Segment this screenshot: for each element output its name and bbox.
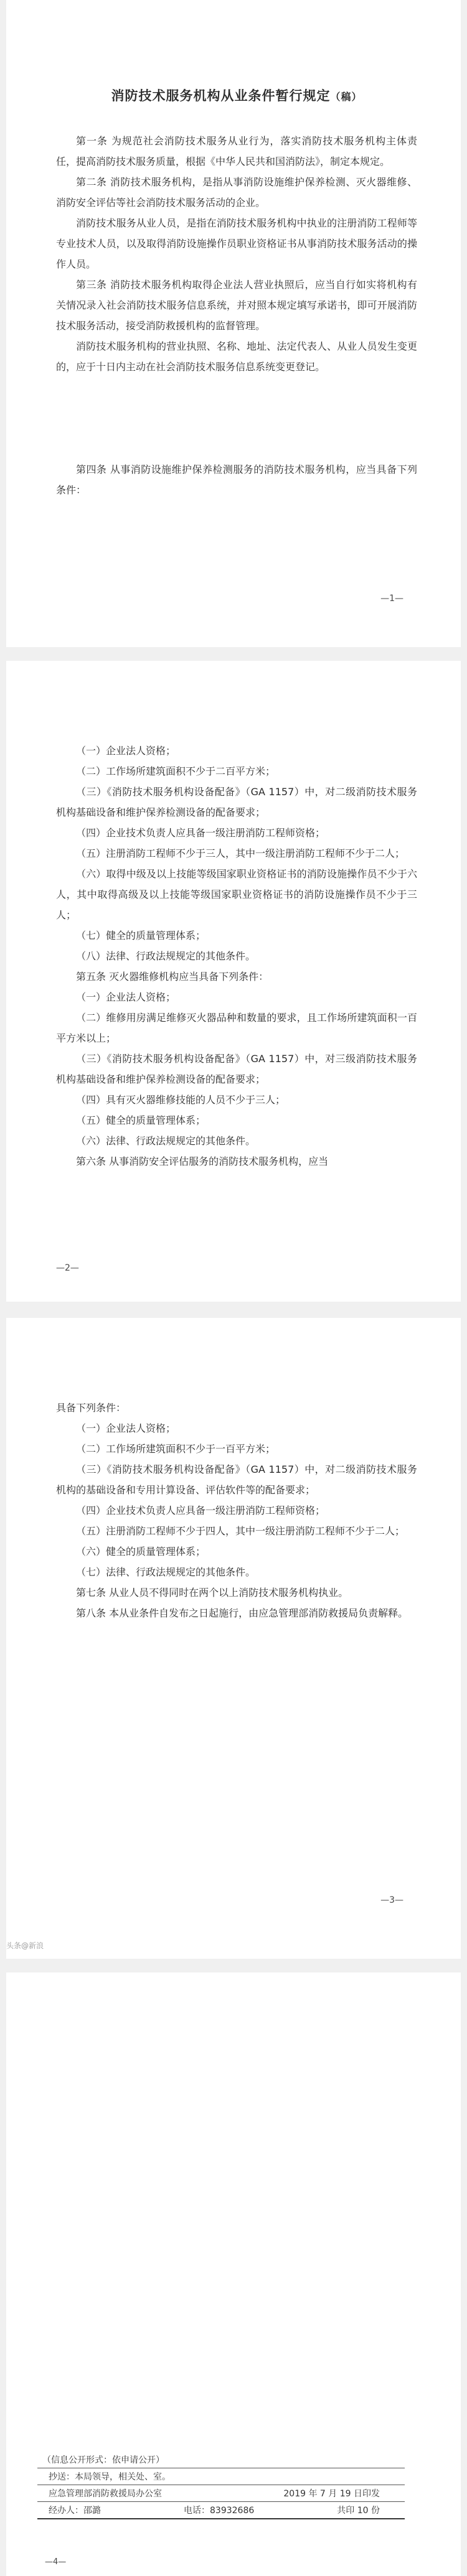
watermark: 头条@新浪 [6, 1941, 44, 1950]
page-number: —2— [56, 1263, 79, 1273]
paragraph: 第一条 为规范社会消防技术服务从业行为，落实消防技术服务机构主体责任，提高消防技术服务质量，根据《中华人民共和国消防法》，制定本规定。 [56, 135, 417, 167]
list-item: （四）企业技术负责人应具备一级注册消防工程师资格； [76, 1505, 326, 1516]
phone-text: 电话：83932686 [184, 2506, 255, 2516]
cc-row [37, 2468, 405, 2485]
list-item: （五）注册消防工程师不少于四人，其中一级注册消防工程师不少于二人； [76, 1525, 405, 1537]
list-item: （五）健全的质量管理体系； [76, 1114, 206, 1126]
paragraph: 第七条 从业人员不得同时在两个以上消防技术服务机构执业。 [76, 1587, 349, 1598]
list-item: （五）注册消防工程师不少于三人，其中一级注册消防工程师不少于二人； [76, 847, 405, 859]
list-item: （二）工作场所建筑面积不少于二百平方米； [76, 765, 276, 777]
list-item: （六）健全的质量管理体系； [76, 1546, 206, 1557]
list-item: （一）企业法人资格； [76, 1422, 176, 1434]
issuer-text: 应急管理部消防救援局办公室 [49, 2489, 162, 2499]
document-page-1 [6, 0, 461, 647]
paragraph: 第三条 消防技术服务机构取得企业法人营业执照后，应当自行如实将机构有关情况录入社会消防技术服务信息系统，并对照本规定填写承诺书，即可开展消防技术服务活动，接受消防救援机构的监督管理。 [56, 279, 417, 332]
paragraph: 消防技术服务从业人员，是指在消防技术服务机构中执业的注册消防工程师等专业技术人员，以及取得消防设施操作员职业资格证书从事消防技术服务活动的操作人员。 [56, 217, 417, 270]
list-item: （七）健全的质量管理体系； [76, 930, 206, 941]
list-item: （三）《消防技术服务机构设备配备》（GA 1157）中，对三级消防技术服务机构基础设备和维护保养检测设备的配备要求； [56, 1053, 417, 1085]
paragraph: 第八条 本从业条件自发布之日起施行，由应急管理部消防救援局负责解释。 [76, 1607, 408, 1619]
document-footer [37, 2452, 405, 2519]
paragraph: 第二条 消防技术服务机构，是指从事消防设施维护保养检测、灭火器维修、消防安全评估等社会消防技术服务活动的企业。 [56, 176, 417, 208]
document-title [56, 86, 417, 105]
paragraph: 第六条 从事消防安全评估服务的消防技术服务机构，应当 [76, 1155, 329, 1167]
list-item: （四）企业技术负责人应具备一级注册消防工程师资格； [76, 827, 326, 839]
paragraph: 第五条 灭火器维修机构应当具备下列条件： [76, 971, 269, 982]
list-item: （二）维修用房满足维修灭火器品种和数量的要求，且工作场所建筑面积一百平方米以上； [56, 1012, 417, 1044]
disclosure-row [37, 2452, 405, 2468]
list-item: （四）具有灭火器维修技能的人员不少于三人； [76, 1094, 286, 1106]
paragraph: 第四条 从事消防设施维护保养检测服务的消防技术服务机构，应当具备下列条件： [56, 464, 417, 496]
issue-date: 2019 年 7 月 19 日印发 [283, 2489, 380, 2499]
document-page-2 [6, 661, 461, 1302]
title-text: 消防技术服务机构从业条件暂行规定 [111, 88, 331, 103]
title-draft-mark: （稿） [330, 91, 362, 103]
handler-text: 经办人：邵潞 [49, 2506, 101, 2516]
cc-text: 抄送：本局领导，相关处、室。 [49, 2472, 171, 2482]
paragraph: 消防技术服务机构的营业执照、名称、地址、法定代表人、从业人员发生变更的，应于十日内主动在社会消防技术服务信息系统变更登记。 [56, 340, 417, 373]
list-item: （六）法律、行政法规规定的其他条件。 [76, 1135, 256, 1147]
list-item: （三）《消防技术服务机构设备配备》（GA 1157）中，对二级消防技术服务机构的基础设备和专用计算设备、评估软件等的配备要求； [56, 1463, 417, 1496]
issuer-row [37, 2485, 405, 2502]
list-item: （八）法律、行政法规规定的其他条件。 [76, 950, 256, 962]
page-number: —3— [380, 1895, 403, 1905]
list-item: （一）企业法人资格； [76, 991, 176, 1003]
paragraph: 具备下列条件： [56, 1402, 126, 1414]
disclosure-text: （信息公开形式：依申请公开） [42, 2455, 164, 2465]
page-number: —4— [45, 2557, 67, 2567]
copies-text: 共印 10 份 [337, 2506, 380, 2516]
contact-row [37, 2502, 405, 2519]
document-page-3 [6, 1318, 461, 1959]
list-item: （三）《消防技术服务机构设备配备》（GA 1157）中，对二级消防技术服务机构基础设备和维护保养检测设备的配备要求； [56, 786, 417, 818]
list-item: （七）法律、行政法规规定的其他条件。 [76, 1566, 256, 1578]
list-item: （六）取得中级及以上技能等级国家职业资格证书的消防设施操作员不少于六人，其中取得高级及以上技能等级国家职业资格证书的消防设施操作员不少于三人； [56, 868, 417, 921]
list-item: （二）工作场所建筑面积不少于一百平方米； [76, 1443, 276, 1455]
list-item: （一）企业法人资格； [76, 745, 176, 757]
page-number: —1— [380, 594, 403, 604]
